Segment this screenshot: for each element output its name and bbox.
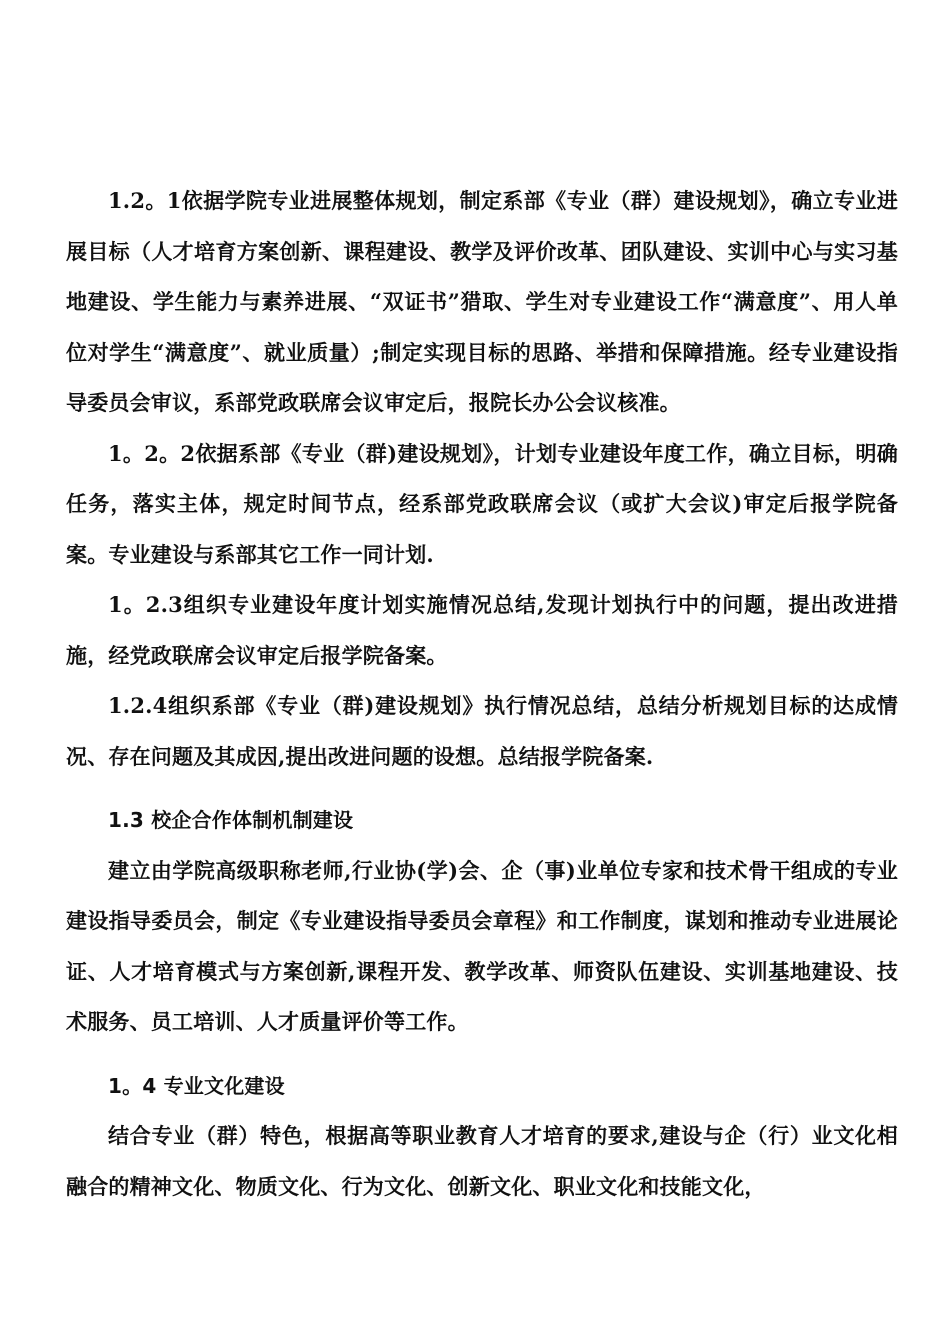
paragraph-1-3: 建立由学院高级职称老师,行业协(学)会、企（事)业单位专家和技术骨干组成的专业建设指导委员会，制定《专业建设指导委员会章程》和工作制度，谋划和推动专业进展论证、人才培育模式与方案创新,课程开发、教学改革、师资队伍建设、实训基地建设、技术服务、员工培训、人才质量评价等工作。	[66, 857, 898, 1034]
paragraph-1-2-2: 1。2。2依据系部《专业（群)建设规划》，计划专业建设年度工作，确立目标，明确任务，落实主体，规定时间节点，经系部党政联席会议（或扩大会议)审定后报学院备案。专业建设与系部其它工作一同计划.	[66, 440, 898, 567]
paragraph-1-2-1: 1.2。1依据学院专业进展整体规划，制定系部《专业（群）建设规划》，确立专业进展目标（人才培育方案创新、课程建设、教学及评价改革、团队建设、实训中心与实习基地建设、学生能力与素养进展、“双证书”猎取、学生对专业建设工作“满意度”、用人单位对学生“满意度”、就业质量）;制定实现目标的思路、举措和保障措施。经专业建设指导委员会审议，系部党政联席会议审定后，报院长办公会议核准。	[66, 188, 898, 415]
paragraph-1-2-4: 1.2.4组织系部《专业（群)建设规划》执行情况总结，总结分析规划目标的达成情况、存在问题及其成因,提出改进问题的设想。总结报学院备案.	[66, 693, 898, 769]
paragraph-1-4: 结合专业（群）特色，根据高等职业教育人才培育的要求,建设与企（行）业文化相融合的精神文化、物质文化、行为文化、创新文化、职业文化和技能文化，	[66, 1123, 898, 1199]
paragraph-1-2-3: 1。2.3组织专业建设年度计划实施情况总结,发现计划执行中的问题，提出改进措施，经党政联席会议审定后报学院备案。	[66, 592, 898, 668]
section-heading-1-4: 1。4 专业文化建设	[108, 1073, 285, 1098]
section-heading-1-3: 1.3 校企合作体制机制建设	[108, 808, 354, 832]
